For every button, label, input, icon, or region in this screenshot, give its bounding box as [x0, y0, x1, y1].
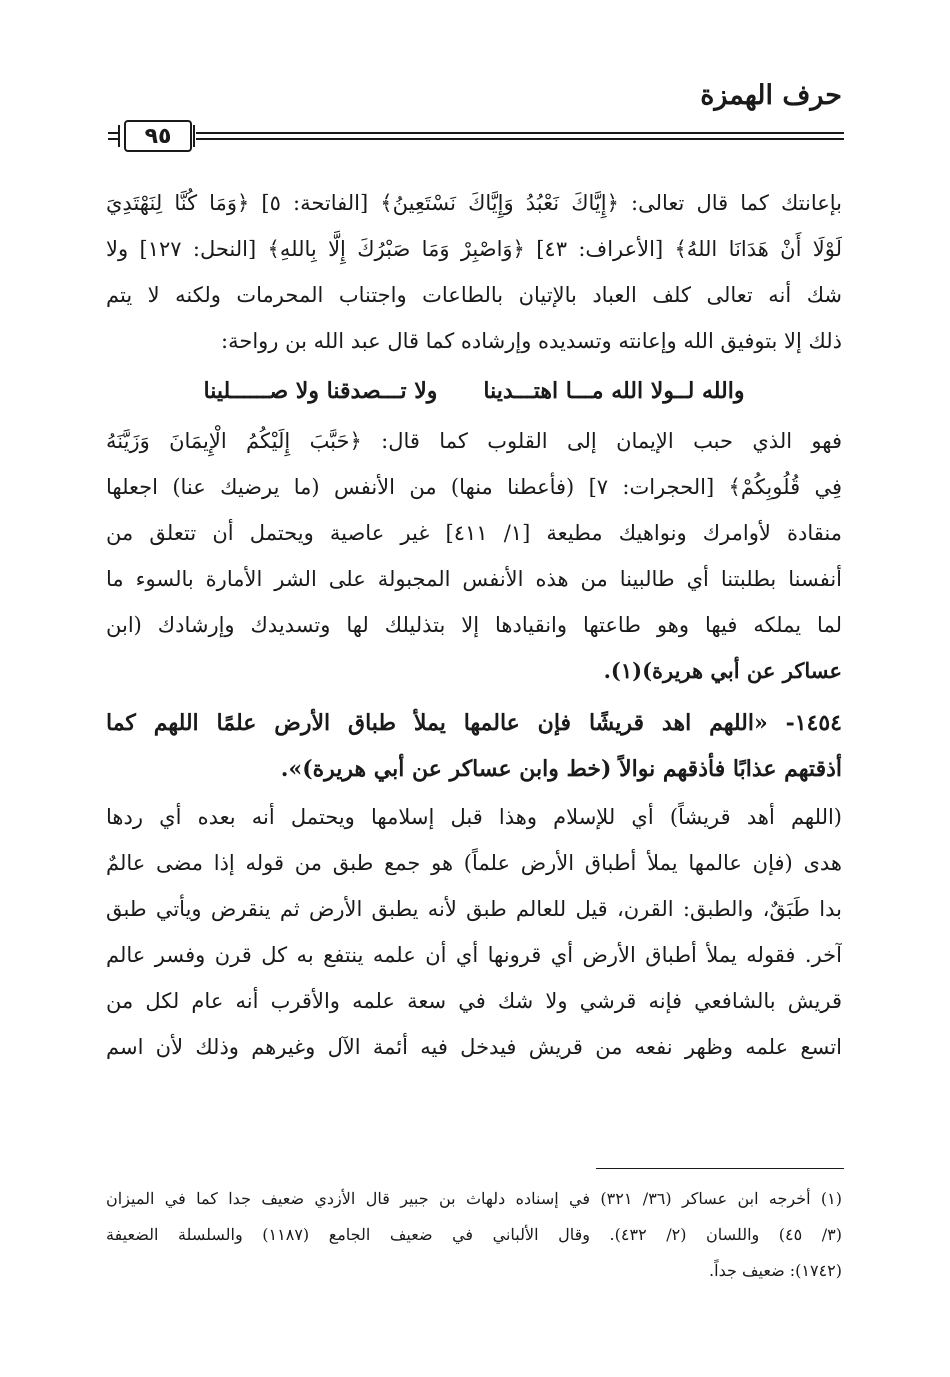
footnote-line: (١٧٤٢): ضعيف جداً. [709, 1261, 842, 1280]
header-rule [108, 120, 844, 156]
verse-right-hemistich: والله لــولا الله مـــا اهتـــدينا [483, 378, 745, 404]
header-double-rule [196, 132, 844, 140]
body-line: عساكر عن أبي هريرة)(١). [603, 658, 842, 683]
hadith-text: ١٤٥٤- «اللهم اهد قريشًا فإن عالمها يملأ طباق الأرض علمًا اللهم كما [106, 710, 842, 736]
body-line: هدى (فإن عالمها يملأ أطباق الأرض علماً) هو جمع طبق من قوله إذا مضى عالمٌ [106, 851, 842, 875]
body-line: ذلك إلا بتوفيق الله وإعانته وتسديده وإرشاده كما قال عبد الله بن رواحة: [221, 329, 842, 353]
body-line: لما يملكه فيها وهو طاعتها وانقيادها إلا بتذليلك لها وتسديدك وإرشادك (ابن [106, 613, 842, 637]
body-line: أنفسنا بطلبتنا أي طالبينا من هذه الأنفس المجبولة على الشر الأمارة بالسوء ما [106, 567, 842, 591]
body-line: فِي قُلُوبِكُمْ﴾ [الحجرات: ٧] (فأعطنا منها) من الأنفس (ما يرضيك عنا) اجعلها [106, 475, 842, 499]
body-line: قريش بالشافعي فإنه قرشي ولا شك في سعة علمه والأقرب أنه عام لكل من [106, 989, 842, 1013]
body-line: لَوْلَا أَنْ هَدَانَا اللهُ﴾ [الأعراف: ٤٣] ﴿وَاصْبِرْ وَمَا صَبْرُكَ إِلَّا بِاللهِ﴾ [النحل: ١٢٧] ولا [106, 237, 842, 261]
body-line: فهو الذي حبب الإيمان إلى القلوب كما قال: ﴿حَبَّبَ إِلَيْكُمُ الْإِيمَانَ وَزَيَّنَهُ [106, 429, 842, 453]
body-line: (اللهم أهد قريشاً) أي للإسلام وهذا قبل إسلامها ويحتمل أنه بعده أي ردها [106, 805, 842, 829]
hadith-text: أذقتهم عذابًا فأذقهم نوالاً (خط وابن عساكر عن أبي هريرة)». [280, 756, 842, 782]
body-line: منقادة لأوامرك ونواهيك مطيعة [١/ ٤١١] غير عاصية ويحتمل أن تتعلق من [106, 521, 842, 545]
body-line: اتسع علمه وظهر نفعه من قريش فيدخل فيه أئمة الآل وغيرهم وذلك لأن اسم [106, 1035, 842, 1059]
poetry-verse [106, 368, 842, 414]
body-line: بإعانتك كما قال تعالى: ﴿إِيَّاكَ نَعْبُدُ وَإِيَّاكَ نَسْتَعِينُ﴾ [الفاتحة: ٥] ﴿وَمَا كُنَّا لِنَهْتَدِيَ [106, 191, 842, 215]
body-line: بدا طَبَقٌ، والطبق: القرن، قيل للعالم طبق لأنه يطبق الأرض ثم ينقرض ويأتي طبق [106, 897, 842, 921]
footnote-separator [596, 1168, 844, 1169]
footnote-line: (٣/ ٤٥) واللسان (٢/ ٤٣٢). وقال الألباني في ضعيف الجامع (١١٨٧) والسلسلة الضعيفة [106, 1225, 842, 1244]
verse-left-hemistich: ولا تـــصدقنا ولا صــــــلينا [203, 378, 438, 404]
body-line: شك أنه تعالى كلف العباد بالإتيان بالطاعات واجتناب المحرمات ولكنه لا يتم [106, 283, 842, 307]
page-number: ٩٥ [124, 120, 192, 152]
header-rule-left [108, 132, 118, 140]
body-line: آخر. فقوله يملأ أطباق الأرض أي قرونها أي أن علمه ينتفع به كل قرن وفسر عالم [106, 943, 842, 967]
footnote-line: (١) أخرجه ابن عساكر (٣٦/ ٣٢١) في إسناده دلهاث بن جبير قال الأزدي ضعيف جدا كما في الميزان [106, 1189, 842, 1208]
running-title: حرف الهمزة [700, 80, 842, 111]
